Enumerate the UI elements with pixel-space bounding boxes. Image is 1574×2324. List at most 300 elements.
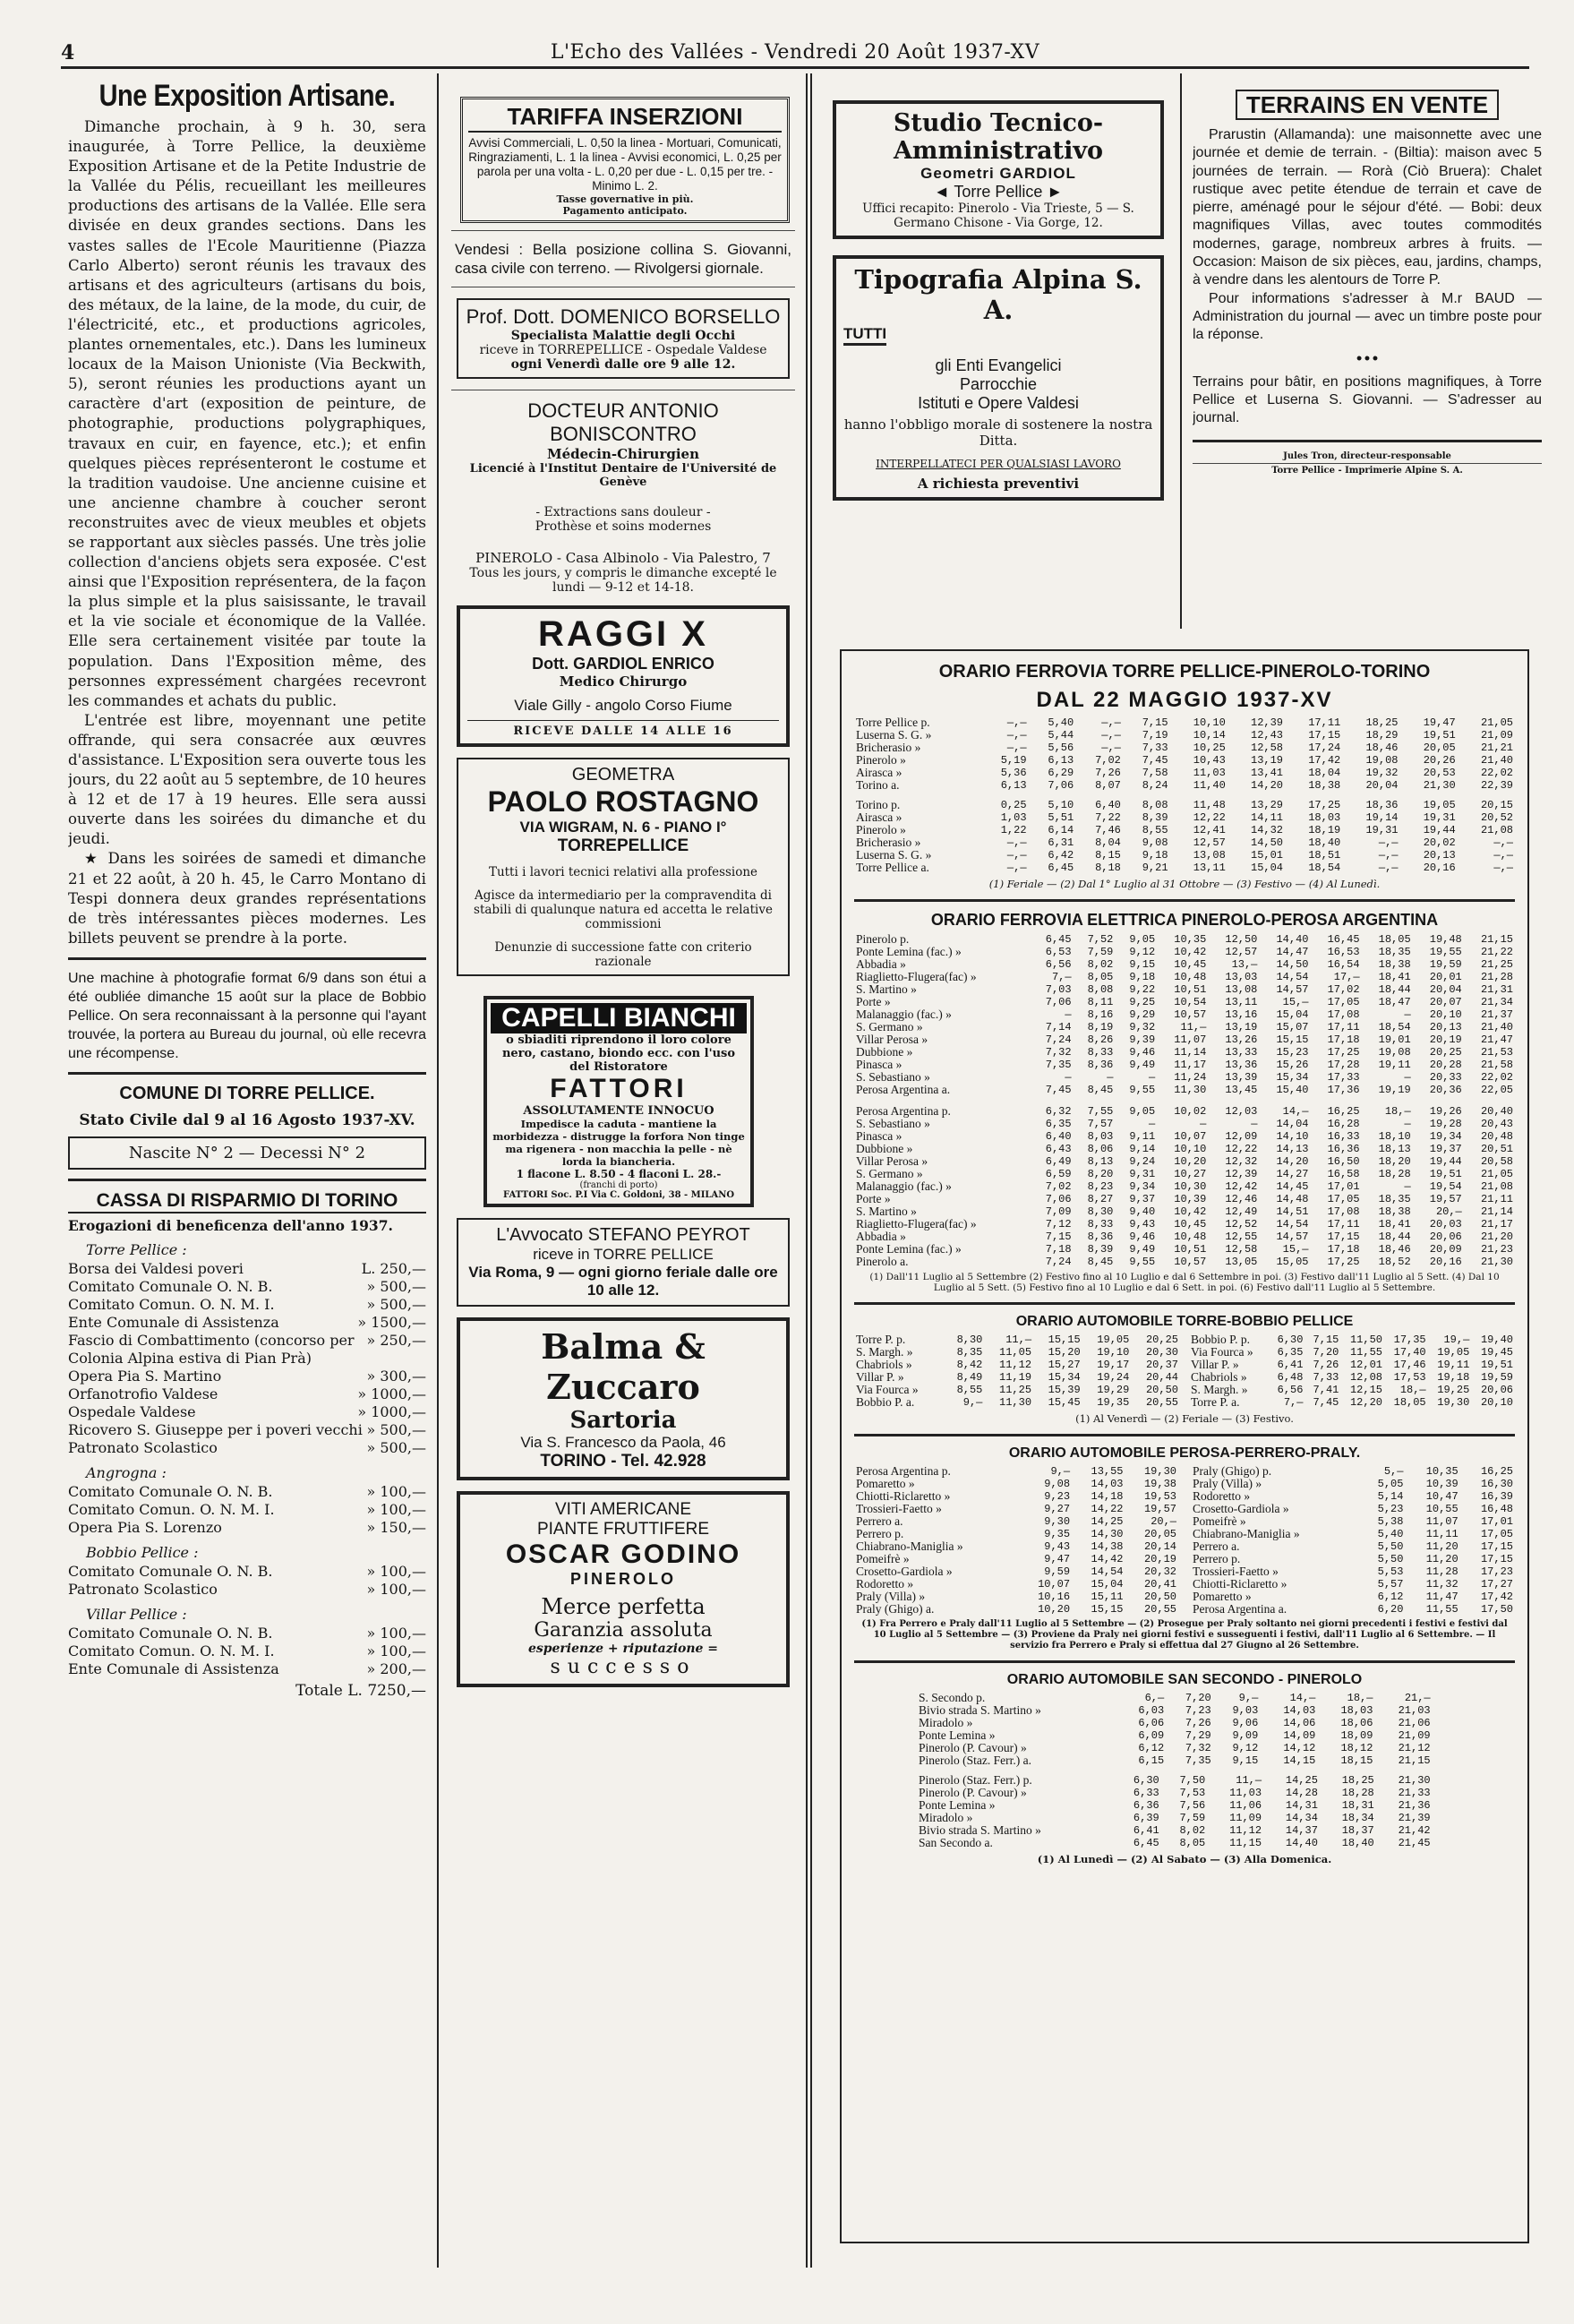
departure-time: 20,13 [1423,849,1456,862]
timetable-row [917,1742,1433,1754]
departure-time: 21,45 [1398,1837,1431,1849]
departure-time: 14,42 [1091,1553,1124,1565]
timetable-row [854,996,1515,1008]
timetable-row [854,1180,1515,1193]
departure-time: 17,08 [1327,1008,1360,1021]
timetable-row [854,1168,1515,1180]
imprint: Jules Tron, directeur-responsable [1283,451,1451,462]
timetable-row [1191,1528,1515,1540]
departure-time: 7,24 [1045,1033,1072,1046]
departure-time: 11,09 [1229,1812,1262,1824]
departure-time: 5,56 [1048,742,1074,754]
departure-time: 8,18 [1095,862,1121,874]
departure-time: 1,03 [1000,811,1027,824]
departure-time: —,— [1101,729,1121,742]
departure-time: 19,47 [1423,716,1456,729]
timetable-row [854,716,1515,729]
timetable-row [917,1799,1433,1812]
departure-time: 10,10 [1174,1143,1207,1155]
cassa-subtitle: Erogazioni di beneficenza dell'anno 1937. [68,1216,393,1234]
departure-time: 19,57 [1429,1193,1462,1205]
donation-name: Opera Pia S. Lorenzo [68,1518,222,1536]
departure-time: 12,15 [1349,1384,1382,1396]
departure-time: 6,13 [1048,754,1074,767]
station-name: Chiotti-Riclaretto » [1193,1577,1287,1591]
departure-time: 8,15 [1095,849,1121,862]
tariff-body: Avvisi Commerciali, L. 0,50 la linea - Mortuari, Comunicati, Ringraziamenti, L. 1 la linea - Avvisi economici, L. 0,25 per parola per una volta - L. 0,20 per due - L. 0,15 per tre. - Minimo L. 2. [468,136,782,193]
station-name: Torino p. [856,798,901,811]
donation-row [68,1332,426,1368]
donation-row [68,1642,426,1660]
departure-time: 13,26 [1225,1033,1258,1046]
departure-time: 12,58 [1251,742,1284,754]
timetable-row [917,1812,1433,1824]
departure-time: 11,19 [999,1371,1032,1384]
peyrot-ad [457,1218,790,1307]
ad-line: Medico Chirurgo [559,673,688,690]
departure-time: 5,38 [1377,1515,1404,1528]
departure-time: 7,— [1051,971,1072,983]
departure-time: 7,33 [1313,1371,1339,1384]
timetable-row [917,1692,1433,1704]
departure-time: 14,15 [1283,1754,1316,1767]
station-name: Perrero a. [1193,1539,1240,1553]
departure-time: 21,40 [1480,754,1513,767]
departure-time: 17,50 [1480,1603,1513,1616]
departure-time: 12,03 [1225,1105,1258,1118]
departure-time: 11,25 [999,1384,1032,1396]
departure-time: 7,26 [1313,1359,1339,1371]
timetable-row [854,1591,1178,1603]
station-name: Rodoretto » [1193,1489,1251,1503]
departure-time: 17,11 [1327,1021,1360,1033]
donation-name: Orfanotrofio Valdese [68,1385,218,1402]
departure-time: 12,39 [1251,716,1284,729]
departure-time: 5,40 [1048,716,1074,729]
departure-time: —,— [1493,862,1513,874]
timetables [840,649,1529,2243]
departure-time: 20,06 [1429,1231,1462,1243]
ad-line: Istituti e Opere Valdesi [918,394,1079,412]
departure-time: 7,32 [1185,1742,1211,1754]
departure-time: 13,33 [1225,1046,1258,1059]
station-name: Bobbio P. p. [1191,1333,1251,1346]
departure-time: 17,01 [1327,1180,1360,1193]
donation-list [68,1563,426,1599]
donation-row [68,1483,426,1501]
departure-time: 9,18 [1142,849,1168,862]
departure-time: 15,45 [1048,1396,1081,1409]
station-name: Chabriols » [1191,1370,1247,1384]
departure-time: 17,15 [1308,729,1341,742]
departure-time: 7,19 [1142,729,1168,742]
timetable-note: (1) Al Lunedì — (2) Al Sabato — (3) Alla Domenica. [1037,1853,1332,1865]
departure-time: 9,43 [1044,1540,1071,1553]
departure-time: 17,05 [1480,1528,1513,1540]
departure-time: 15,07 [1276,1021,1309,1033]
ad-line: Denunzie di successione fatte con criterio razionale [494,940,752,969]
departure-time: 12,20 [1349,1396,1382,1409]
timetable-row [854,958,1515,971]
departure-time: 21,22 [1480,946,1513,958]
station-name: Ponte Lemina (fac.) » [856,945,962,958]
departure-time: 6,35 [1045,1118,1072,1130]
departure-time: 18,— [1384,1105,1411,1118]
departure-time: 20,50 [1145,1384,1178,1396]
timetable-row [917,1774,1433,1787]
tipografia-ad [833,255,1164,501]
departure-time: 19,24 [1097,1371,1130,1384]
departure-time: 14,18 [1091,1490,1124,1503]
departure-time: 11,30 [999,1396,1032,1409]
ad-line: TORINO - Tel. 42.928 [540,1452,706,1471]
departure-time: 14,27 [1276,1168,1309,1180]
timetable-row [854,1205,1515,1218]
departure-time: 8,04 [1095,836,1121,849]
donation-amount: » 150,— [366,1518,426,1536]
departure-time: 9,46 [1129,1231,1156,1243]
departure-time: 14,— [1282,1105,1309,1118]
departure-time: 19,37 [1429,1143,1462,1155]
station-name: Chiabrano-Maniglia » [856,1539,963,1553]
departure-time: 22,39 [1480,779,1513,792]
departure-time: 18,37 [1341,1824,1374,1837]
departure-time: 20,19 [1429,1033,1462,1046]
donation-name: Ricovero S. Giuseppe per i poveri vecchi [68,1420,363,1438]
departure-time: 17,25 [1327,1256,1360,1268]
departure-time: 9,05 [1129,933,1156,946]
timetable-row [917,1787,1433,1799]
departure-time: 17,15 [1480,1553,1513,1565]
departure-time: 14,30 [1091,1528,1124,1540]
ad-title: PAOLO ROSTAGNO [487,785,759,818]
departure-time: 14,28 [1285,1787,1318,1799]
departure-time: 7,— [1283,1396,1304,1409]
borsello-ad [457,298,790,379]
departure-time: —,— [1378,849,1399,862]
ad-title: Studio Tecnico-Amministrativo [893,109,1104,165]
departure-time: 8,26 [1087,1033,1114,1046]
timetable-row [854,1033,1515,1046]
timetable-title: ORARIO FERROVIA TORRE PELLICE-PINEROLO-TORINO [938,662,1431,682]
station-name: Chiotti-Riclaretto » [856,1489,951,1503]
departure-time: 15,27 [1048,1359,1081,1371]
departure-time: 17,42 [1480,1591,1513,1603]
departure-time: — [1404,1118,1411,1130]
ad-title: Tipografia Alpina S. A. [854,264,1142,325]
departure-time: 20,14 [1143,1540,1176,1553]
departure-time: 10,57 [1174,1008,1207,1021]
departure-time: —,— [1378,836,1399,849]
timetable-row [1191,1553,1515,1565]
timetable-row [854,1478,1178,1490]
station-name: Airasca » [856,810,902,824]
timetable-row [854,1218,1515,1231]
station-name: Miradolo » [919,1811,973,1824]
departure-time: 20,02 [1423,836,1456,849]
station-name: Pomeifrè » [856,1552,910,1565]
timetable [1189,1334,1515,1409]
departure-time: 9,11 [1129,1130,1156,1143]
station-name: San Secondo a. [919,1836,993,1849]
departure-time: 5,— [1383,1465,1404,1478]
departure-time: 9,40 [1129,1205,1156,1218]
departure-time: 9,— [1238,1692,1259,1704]
departure-time: 16,48 [1480,1503,1513,1515]
departure-time: 19,32 [1365,767,1399,779]
departure-time: 11,05 [999,1346,1032,1359]
column-1 [68,73,426,2285]
departure-time: 18,38 [1308,779,1341,792]
departure-time: 8,42 [956,1359,983,1371]
station-name: Perosa Argentina p. [856,1464,951,1478]
donation-amount: » 300,— [366,1367,426,1385]
timetable [854,1465,1178,1616]
departure-time: 21,12 [1398,1742,1431,1754]
departure-time: 14,40 [1276,933,1309,946]
station-name: Pinerolo » [856,823,906,836]
rostagno-ad [457,758,790,976]
timetable-row [1189,1384,1515,1396]
ad-line: Dott. GARDIOL ENRICO [532,655,714,673]
ad-line: Tous les jours, y compris le dimanche excepté le lundi — 9-12 et 14-18. [469,566,777,595]
timetable-title: ORARIO AUTOMOBILE PEROSA-PERRERO-PRALY. [1008,1445,1361,1461]
departure-time: 14,51 [1276,1205,1309,1218]
donation-row [68,1314,426,1332]
station-name: Torino a. [856,778,900,792]
departure-time: 9,43 [1129,1218,1156,1231]
ad-line: Via Roma, 9 — ogni giorno feriale dalle ore 10 alle 12. [468,1264,778,1299]
timetable [854,1105,1515,1268]
donation-name: Patronato Scolastico [68,1438,218,1456]
departure-time: 21,30 [1480,1256,1513,1268]
station-name: Praly (Ghigo) p. [1193,1464,1272,1478]
departure-time: 22,02 [1480,1071,1513,1084]
donation-name: Comitato Comun. O. N. M. I. [68,1295,275,1313]
timetable [917,1774,1433,1849]
departure-time: 14,32 [1251,824,1284,836]
departure-time: 14,03 [1283,1704,1316,1717]
station-name: S. Sebastiano » [856,1070,930,1084]
ad-title: L'Avvocato STEFANO PEYROT [496,1225,750,1245]
timetable-row [854,1490,1178,1503]
departure-time: 12,46 [1225,1193,1258,1205]
station-name: Malanaggio (fac.) » [856,1179,952,1193]
departure-time: 10,54 [1174,996,1207,1008]
departure-time: 15,20 [1048,1346,1081,1359]
donation-name: Comitato Comun. O. N. M. I. [68,1500,275,1518]
ad-line: successo [550,1656,697,1678]
ad-line: hanno l'obbligo morale di sostenere la nostra Ditta. [843,416,1153,449]
departure-time: 10,51 [1174,983,1207,996]
departure-time: 5,44 [1048,729,1074,742]
departure-time: 10,10 [1193,716,1226,729]
departure-time: 9,24 [1129,1155,1156,1168]
ad-line: RICEVE DALLE 14 ALLE 16 [467,720,779,738]
timetable-row [854,729,1515,742]
column-rule [806,73,808,2268]
departure-time: 6,39 [1133,1812,1159,1824]
departure-time: 21,31 [1480,983,1513,996]
departure-time: — [1149,1118,1156,1130]
departure-time: 20,25 [1145,1334,1178,1346]
departure-time: 13,41 [1251,767,1284,779]
departure-time: 7,03 [1045,983,1072,996]
donation-amount: » 500,— [366,1420,426,1438]
departure-time: 7,32 [1045,1046,1072,1059]
timetable-row [854,1565,1178,1578]
departure-time: 14,38 [1091,1540,1124,1553]
departure-time: 8,16 [1087,1008,1114,1021]
departure-time: 11,32 [1425,1578,1459,1591]
vendesi-notice: Vendesi : Bella posizione collina S. Giovanni, casa civile con terreno. — Rivolgersi giornale. [455,241,791,277]
station-name: Pinerolo (P. Cavour) » [919,1786,1027,1799]
station-name: Torre Pellice a. [856,861,929,874]
expo-paragraph: ★ Dans les soirées de samedi et dimanche 21 et 22 août, à 20 h. 45, le Carro Montano di Tespi donnera deux grandes représentations de très intéressantes pièces modernes. Les billets peuvent se prendre à la porte. [68,850,426,947]
departure-time: 14,57 [1276,983,1309,996]
departure-time: 10,45 [1174,958,1207,971]
departure-time: 12,01 [1349,1359,1382,1371]
timetable-row [854,1243,1515,1256]
departure-time: 21,39 [1398,1812,1431,1824]
departure-time: 7,33 [1142,742,1168,754]
departure-time: 21,08 [1480,1180,1513,1193]
departure-time: 9,59 [1044,1565,1071,1578]
departure-time: 9,31 [1129,1168,1156,1180]
departure-time: 19,59 [1429,958,1462,971]
donation-row [68,1501,426,1519]
station-name: Villar P. » [1191,1358,1239,1371]
departure-time: 19,28 [1429,1118,1462,1130]
departure-time: 20,51 [1480,1143,1513,1155]
departure-time: 11,28 [1425,1565,1459,1578]
departure-time: 6,20 [1377,1603,1404,1616]
departure-time: 9,30 [1044,1515,1071,1528]
departure-time: 20,10 [1429,1008,1462,1021]
donation-row [68,1385,426,1403]
tariff-note: Tasse governative in più. [556,193,694,205]
station-name: Perosa Argentina a. [856,1083,951,1096]
timetable-row [1191,1490,1515,1503]
departure-time: 9,37 [1129,1193,1156,1205]
departure-time: 6,— [1144,1692,1165,1704]
departure-time: 7,12 [1045,1218,1072,1231]
timetable [854,933,1515,1096]
timetable-row [917,1754,1433,1767]
donation-row [68,1421,426,1439]
departure-time: 19,08 [1378,1046,1411,1059]
departure-time: 17,— [1333,971,1360,983]
departure-time: 16,25 [1480,1465,1513,1478]
station-name: Pomaretto » [856,1477,915,1490]
departure-time: 12,57 [1193,836,1226,849]
departure-time: 15,04 [1276,1008,1309,1021]
departure-time: 19,01 [1378,1033,1411,1046]
departure-time: 19,40 [1480,1334,1513,1346]
departure-time: 21,33 [1398,1787,1431,1799]
ad-line: A richiesta preventivi [917,476,1080,492]
departure-time: 14,— [1289,1692,1316,1704]
departure-time: 20,28 [1429,1059,1462,1071]
departure-time: 20,09 [1429,1243,1462,1256]
station-name: Abbadia » [856,1230,906,1243]
departure-time: 19,34 [1429,1130,1462,1143]
timetable-row [1191,1515,1515,1528]
departure-time: 20,30 [1145,1346,1178,1359]
timetable-note: (1) Al Venerdì — (2) Feriale — (3) Festivo. [1075,1412,1294,1425]
departure-time: 18,38 [1378,1205,1411,1218]
station-name: Chiabrano-Maniglia » [1193,1527,1300,1540]
ad-line: Médecin-Chirurgien [546,446,700,462]
departure-time: 6,35 [1277,1346,1304,1359]
station-name: S. Secondo p. [919,1691,986,1704]
departure-time: 21,06 [1398,1717,1431,1729]
departure-time: 9,27 [1044,1503,1071,1515]
departure-time: 21,40 [1480,1021,1513,1033]
timetable-row [854,811,1515,824]
departure-time: 18,40 [1341,1837,1374,1849]
departure-time: 14,20 [1251,779,1284,792]
departure-time: 8,20 [1087,1168,1114,1180]
departure-time: 18,— [1399,1384,1426,1396]
departure-time: 10,39 [1425,1478,1459,1490]
departure-time: 7,45 [1142,754,1168,767]
departure-time: 21,34 [1480,996,1513,1008]
station-name: Perrero a. [856,1514,903,1528]
departure-time: 6,41 [1277,1359,1304,1371]
departure-time: 13,16 [1225,1008,1258,1021]
timetable-row [854,1046,1515,1059]
timetable-row [1191,1478,1515,1490]
departure-time: 20,40 [1480,1105,1513,1118]
departure-time: 11,07 [1174,1033,1207,1046]
donation-row [68,1403,426,1421]
departure-time: 5,05 [1377,1478,1404,1490]
departure-time: 15,15 [1276,1033,1309,1046]
departure-time: 7,18 [1045,1243,1072,1256]
departure-time: 17,18 [1327,1243,1360,1256]
timetable-row [1189,1346,1515,1359]
departure-time: 19,38 [1143,1478,1176,1490]
departure-time: 15,— [1282,996,1309,1008]
departure-time: 14,09 [1283,1729,1316,1742]
departure-time: 11,— [1180,1021,1207,1033]
departure-time: 13,45 [1225,1084,1258,1096]
departure-time: — [1065,1071,1072,1084]
departure-time: 7,20 [1313,1346,1339,1359]
tariff-title: TARIFFA INSERZIONI [468,103,782,133]
departure-time: 15,— [1282,1243,1309,1256]
departure-time: 18,09 [1340,1729,1373,1742]
departure-time: 14,48 [1276,1193,1309,1205]
departure-time: 11,11 [1425,1528,1459,1540]
departure-time: 7,29 [1185,1729,1211,1742]
departure-time: 17,05 [1327,1193,1360,1205]
departure-time: 1,22 [1000,824,1027,836]
departure-time: 20,19 [1143,1553,1176,1565]
departure-time: 18,41 [1378,971,1411,983]
departure-time: 6,06 [1138,1717,1165,1729]
departure-time: 7,14 [1045,1021,1072,1033]
departure-time: 7,15 [1313,1334,1339,1346]
departure-time: 19,26 [1429,1105,1462,1118]
timetable-row [854,824,1515,836]
departure-time: 19,30 [1437,1396,1470,1409]
departure-time: 14,25 [1285,1774,1318,1787]
timetable-row [854,767,1515,779]
ad-line: ogni Venerdì dalle ore 9 alle 12. [510,357,736,372]
separator-dots: ••• [1355,351,1380,366]
